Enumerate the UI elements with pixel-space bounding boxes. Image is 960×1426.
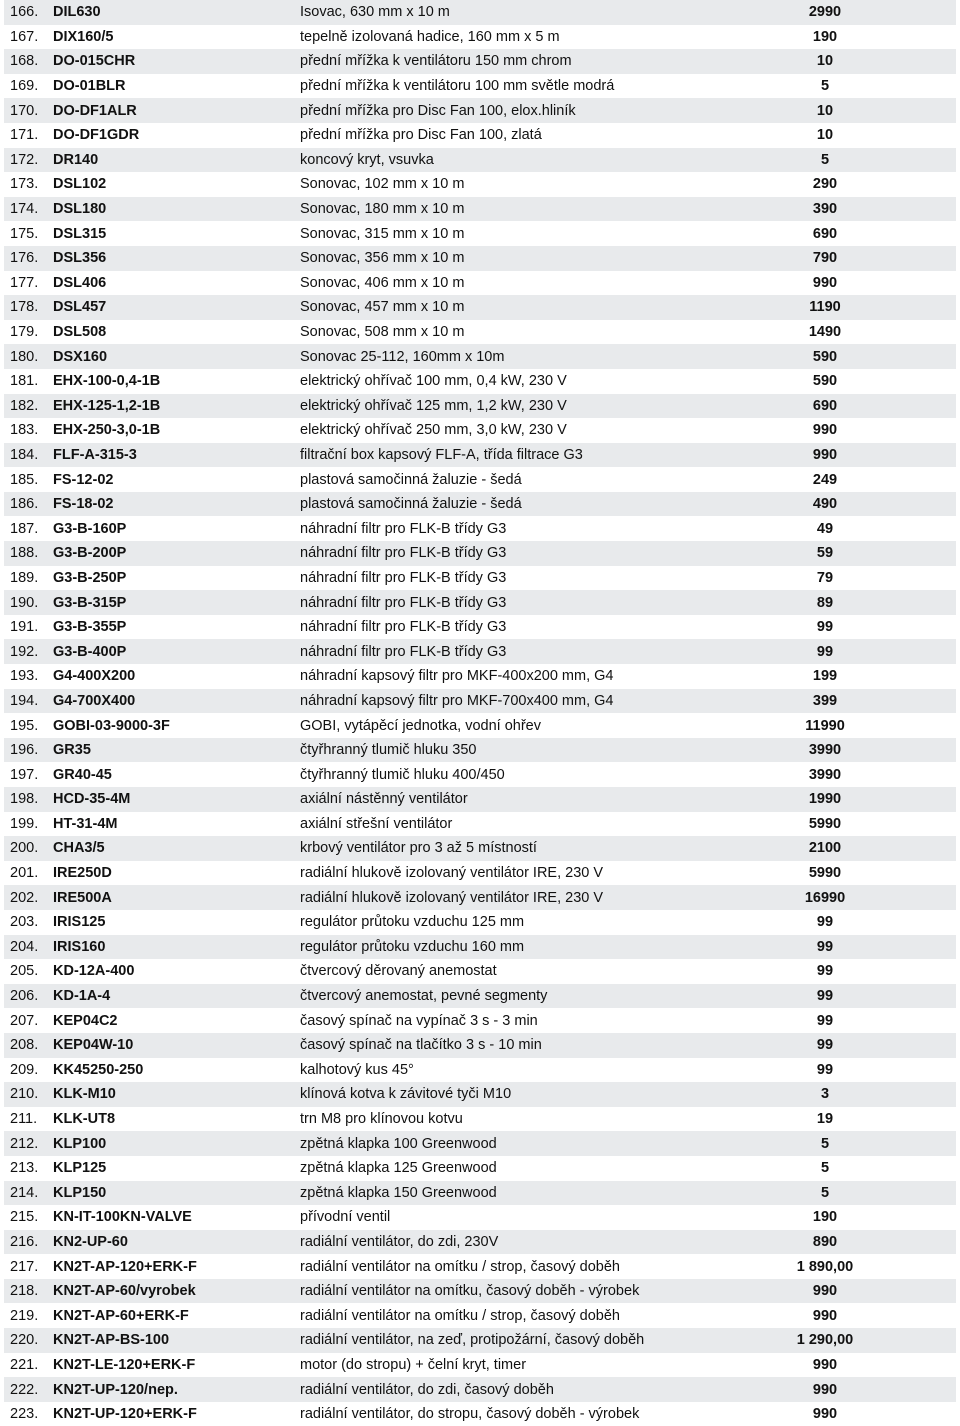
table-row (4, 221, 956, 246)
row-number: 205. (10, 963, 39, 980)
product-code: KLP125 (53, 1160, 107, 1177)
product-description: Sonovac, 508 mm x 10 m (300, 324, 465, 341)
row-number: 219. (10, 1307, 39, 1324)
product-code: DO-DF1ALR (53, 102, 137, 119)
product-price: 10 (816, 127, 834, 144)
table-row (4, 49, 956, 74)
row-number: 167. (10, 28, 39, 45)
row-number: 181. (10, 373, 39, 390)
table-row (4, 1107, 956, 1132)
row-number: 180. (10, 348, 39, 365)
product-code: KLK-M10 (53, 1086, 116, 1103)
product-description: časový spínač na tlačítko 3 s - 10 min (300, 1037, 542, 1054)
product-description: radiální ventilátor na omítku / strop, časový doběh (300, 1258, 620, 1275)
product-code: CHA3/5 (53, 840, 105, 857)
table-row (4, 467, 956, 492)
product-description: zpětná klapka 100 Greenwood (300, 1135, 497, 1152)
product-description: filtrační box kapsový FLF-A, třída filtrace G3 (300, 446, 583, 463)
product-code: DSL457 (53, 299, 107, 316)
product-price: 99 (816, 938, 834, 955)
product-description: radiální hlukově izolovaný ventilátor IRE, 230 V (300, 865, 604, 882)
product-code: IRIS125 (53, 914, 106, 931)
product-description: čtvercový děrovaný anemostat (300, 963, 497, 980)
product-description: radiální ventilátor, do stropu, časový doběh - výrobek (300, 1406, 640, 1423)
product-price: 10 (816, 53, 834, 70)
product-description: koncový kryt, vsuvka (300, 151, 434, 168)
row-number: 197. (10, 766, 39, 783)
product-price: 5 (820, 1184, 830, 1201)
product-price: 5 (820, 78, 830, 95)
product-code: FLF-A-315-3 (53, 446, 137, 463)
table-row (4, 1082, 956, 1107)
product-description: motor (do stropu) + čelní kryt, timer (300, 1356, 527, 1373)
table-row (4, 98, 956, 123)
product-description: radiální ventilátor na omítku, časový doběh - výrobek (300, 1283, 640, 1300)
product-code: KLK-UT8 (53, 1111, 116, 1128)
row-number: 211. (10, 1111, 38, 1128)
table-row (4, 1353, 956, 1378)
product-description: Sonovac, 180 mm x 10 m (300, 201, 465, 218)
product-description: náhradní kapsový filtr pro MKF-400x200 mm, G4 (300, 668, 614, 685)
table-row (4, 394, 956, 419)
product-code: IRE500A (53, 889, 112, 906)
product-description: plastová samočinná žaluzie - šedá (300, 471, 522, 488)
product-description: přívodní ventil (300, 1209, 391, 1226)
product-code: KN2T-LE-120+ERK-F (53, 1356, 196, 1373)
product-description: trn M8 pro klínovou kotvu (300, 1111, 463, 1128)
row-number: 195. (10, 717, 39, 734)
product-price: 990 (812, 1283, 838, 1300)
product-price: 99 (816, 619, 834, 636)
product-description: náhradní filtr pro FLK-B třídy G3 (300, 545, 507, 562)
product-price: 249 (812, 471, 838, 488)
table-row (4, 1230, 956, 1255)
product-code: DSL406 (53, 274, 107, 291)
price-list-table (4, 0, 956, 1426)
product-code: GR40-45 (53, 766, 112, 783)
table-row (4, 516, 956, 541)
product-price: 1990 (808, 791, 842, 808)
product-code: HCD-35-4M (53, 791, 131, 808)
row-number: 208. (10, 1037, 39, 1054)
table-row (4, 615, 956, 640)
row-number: 196. (10, 742, 39, 759)
row-number: 201. (10, 865, 39, 882)
product-description: zpětná klapka 150 Greenwood (300, 1184, 497, 1201)
table-row (4, 1033, 956, 1058)
product-price: 5990 (808, 815, 842, 832)
product-price: 490 (812, 496, 838, 513)
product-code: G3-B-250P (53, 569, 127, 586)
row-number: 177. (10, 274, 39, 291)
product-code: FS-18-02 (53, 496, 114, 513)
product-code: KK45250-250 (53, 1061, 144, 1078)
product-code: KN2T-AP-60+ERK-F (53, 1307, 189, 1324)
product-description: zpětná klapka 125 Greenwood (300, 1160, 497, 1177)
table-row (4, 861, 956, 886)
product-code: KLP150 (53, 1184, 107, 1201)
product-description: náhradní filtr pro FLK-B třídy G3 (300, 594, 507, 611)
product-code: DSL508 (53, 324, 107, 341)
table-row (4, 787, 956, 812)
row-number: 216. (10, 1233, 39, 1250)
table-row (4, 639, 956, 664)
table-row (4, 172, 956, 197)
product-price: 11990 (805, 717, 845, 734)
row-number: 176. (10, 250, 39, 267)
product-description: GOBI, vytápěcí jednotka, vodní ohřev (300, 717, 541, 734)
product-price: 990 (812, 1356, 838, 1373)
row-number: 191. (10, 619, 39, 636)
row-number: 193. (10, 668, 39, 685)
product-price: 19 (816, 1111, 834, 1128)
product-description: plastová samočinná žaluzie - šedá (300, 496, 522, 513)
row-number: 175. (10, 225, 39, 242)
product-price: 1190 (809, 299, 841, 316)
product-code: G4-700X400 (53, 692, 136, 709)
table-row (4, 123, 956, 148)
product-price: 99 (816, 1037, 834, 1054)
table-row (4, 369, 956, 394)
product-description: regulátor průtoku vzduchu 125 mm (300, 914, 525, 931)
product-code: HT-31-4M (53, 815, 118, 832)
product-code: DSL315 (53, 225, 107, 242)
product-description: přední mřížka k ventilátoru 150 mm chrom (300, 53, 572, 70)
product-price: 99 (816, 643, 834, 660)
product-price: 2990 (808, 4, 842, 21)
product-description: radiální ventilátor, do zdi, časový doběh (300, 1381, 554, 1398)
row-number: 199. (10, 815, 39, 832)
table-row (4, 25, 956, 50)
product-code: FS-12-02 (53, 471, 114, 488)
row-number: 192. (10, 643, 39, 660)
row-number: 200. (10, 840, 39, 857)
product-price: 59 (816, 545, 834, 562)
row-number: 207. (10, 1012, 39, 1029)
table-row (4, 1156, 956, 1181)
product-price: 990 (812, 1307, 838, 1324)
product-code: IRE250D (53, 865, 112, 882)
row-number: 215. (10, 1209, 39, 1226)
product-description: Sonovac, 315 mm x 10 m (300, 225, 465, 242)
product-code: DSL102 (53, 176, 107, 193)
table-row (4, 197, 956, 222)
product-description: axiální nástěnný ventilátor (300, 791, 468, 808)
row-number: 202. (10, 889, 39, 906)
product-price: 99 (816, 914, 834, 931)
product-description: přední mřížka pro Disc Fan 100, zlatá (300, 127, 542, 144)
table-row (4, 541, 956, 566)
table-row (4, 1279, 956, 1304)
product-price: 10 (816, 102, 834, 119)
table-row (4, 689, 956, 714)
table-row (4, 344, 956, 369)
row-number: 214. (10, 1184, 39, 1201)
product-code: DO-01BLR (53, 78, 126, 95)
row-number: 218. (10, 1283, 39, 1300)
product-price: 990 (812, 274, 838, 291)
table-row (4, 566, 956, 591)
product-price: 99 (816, 988, 834, 1005)
product-code: G3-B-200P (53, 545, 127, 562)
product-code: GOBI-03-9000-3F (53, 717, 170, 734)
row-number: 186. (10, 496, 39, 513)
product-description: čtvercový anemostat, pevné segmenty (300, 988, 548, 1005)
product-price: 16990 (804, 889, 846, 906)
product-code: G3-B-400P (53, 643, 127, 660)
row-number: 203. (10, 914, 39, 931)
product-description: axiální střešní ventilátor (300, 815, 453, 832)
product-description: náhradní filtr pro FLK-B třídy G3 (300, 619, 507, 636)
table-row (4, 418, 956, 443)
row-number: 171. (10, 127, 39, 144)
table-row (4, 713, 956, 738)
product-code: KD-12A-400 (53, 963, 135, 980)
product-price: 79 (816, 569, 834, 586)
product-code: EHX-250-3,0-1B (53, 422, 161, 439)
product-price: 190 (812, 28, 838, 45)
product-price: 49 (816, 520, 834, 537)
product-code: KN2T-UP-120/nep. (53, 1381, 178, 1398)
product-code: KEP04C2 (53, 1012, 118, 1029)
product-price: 690 (812, 225, 838, 242)
product-description: regulátor průtoku vzduchu 160 mm (300, 938, 525, 955)
product-price: 190 (812, 1209, 838, 1226)
table-row (4, 1205, 956, 1230)
product-code: G3-B-160P (53, 520, 127, 537)
product-price: 890 (812, 1233, 838, 1250)
row-number: 182. (10, 397, 39, 414)
product-description: náhradní filtr pro FLK-B třídy G3 (300, 569, 507, 586)
product-price: 2100 (808, 840, 842, 857)
table-row (4, 885, 956, 910)
row-number: 223. (10, 1406, 39, 1423)
row-number: 168. (10, 53, 39, 70)
product-price: 3990 (808, 742, 842, 759)
product-price: 5990 (808, 865, 842, 882)
product-description: tepelně izolovaná hadice, 160 mm x 5 m (300, 28, 560, 45)
product-code: IRIS160 (53, 938, 106, 955)
table-row (4, 1254, 956, 1279)
table-row (4, 1303, 956, 1328)
product-price: 99 (816, 963, 834, 980)
product-code: DSX160 (53, 348, 108, 365)
product-description: Isovac, 630 mm x 10 m (300, 4, 450, 21)
product-price: 1 290,00 (796, 1332, 854, 1349)
product-price: 5 (820, 1160, 830, 1177)
table-row (4, 1058, 956, 1083)
product-code: KN2-UP-60 (53, 1233, 128, 1250)
product-price: 89 (816, 594, 834, 611)
product-price: 3 (820, 1086, 830, 1103)
row-number: 172. (10, 151, 39, 168)
row-number: 222. (10, 1381, 39, 1398)
product-price: 590 (812, 373, 838, 390)
product-code: KN2T-AP-120+ERK-F (53, 1258, 197, 1275)
product-code: G3-B-355P (53, 619, 127, 636)
table-row (4, 271, 956, 296)
table-row (4, 1131, 956, 1156)
product-code: KD-1A-4 (53, 988, 111, 1005)
row-number: 178. (10, 299, 39, 316)
product-code: DIL630 (53, 4, 101, 21)
table-row (4, 0, 956, 25)
row-number: 173. (10, 176, 39, 193)
product-code: KN-IT-100KN-VALVE (53, 1209, 192, 1226)
product-code: DIX160/5 (53, 28, 114, 45)
product-price: 690 (812, 397, 838, 414)
product-description: elektrický ohřívač 250 mm, 3,0 kW, 230 V (300, 422, 567, 439)
product-price: 3990 (808, 766, 842, 783)
product-description: čtyřhranný tlumič hluku 400/450 (300, 766, 505, 783)
row-number: 179. (10, 324, 39, 341)
row-number: 174. (10, 201, 39, 218)
product-description: radiální hlukově izolovaný ventilátor IRE, 230 V (300, 889, 604, 906)
product-price: 390 (812, 201, 838, 218)
product-price: 790 (812, 250, 838, 267)
row-number: 189. (10, 569, 39, 586)
table-row (4, 812, 956, 837)
table-row (4, 1377, 956, 1402)
product-code: G4-400X200 (53, 668, 136, 685)
product-code: EHX-125-1,2-1B (53, 397, 161, 414)
table-row (4, 738, 956, 763)
product-price: 99 (816, 1012, 834, 1029)
table-row (4, 1402, 956, 1426)
product-code: DSL356 (53, 250, 107, 267)
product-description: klínová kotva k závitové tyči M10 (300, 1086, 512, 1103)
product-price: 199 (812, 668, 838, 685)
product-description: elektrický ohřívač 100 mm, 0,4 kW, 230 V (300, 373, 567, 390)
product-description: radiální ventilátor na omítku / strop, časový doběh (300, 1307, 620, 1324)
table-row (4, 295, 956, 320)
product-code: DO-015CHR (53, 53, 136, 70)
table-row (4, 74, 956, 99)
table-row (4, 984, 956, 1009)
table-row (4, 1328, 956, 1353)
row-number: 185. (10, 471, 39, 488)
product-price: 990 (812, 446, 838, 463)
row-number: 217. (10, 1258, 39, 1275)
row-number: 213. (10, 1160, 39, 1177)
product-description: krbový ventilátor pro 3 až 5 místností (300, 840, 537, 857)
product-code: KEP04W-10 (53, 1037, 134, 1054)
row-number: 166. (10, 4, 39, 21)
product-code: KN2T-AP-BS-100 (53, 1332, 170, 1349)
table-row (4, 664, 956, 689)
product-code: DR140 (53, 151, 99, 168)
product-code: KN2T-AP-60/vyrobek (53, 1283, 196, 1300)
product-description: náhradní filtr pro FLK-B třídy G3 (300, 520, 507, 537)
table-row (4, 443, 956, 468)
product-price: 290 (812, 176, 838, 193)
product-description: Sonovac, 102 mm x 10 m (300, 176, 465, 193)
product-price: 990 (812, 1381, 838, 1398)
product-description: čtyřhranný tlumič hluku 350 (300, 742, 477, 759)
product-price: 399 (812, 692, 838, 709)
product-price: 1490 (808, 324, 842, 341)
product-price: 990 (812, 1406, 838, 1423)
product-description: Sonovac, 356 mm x 10 m (300, 250, 465, 267)
table-row (4, 320, 956, 345)
row-number: 183. (10, 422, 39, 439)
row-number: 190. (10, 594, 39, 611)
table-row (4, 148, 956, 173)
row-number: 170. (10, 102, 39, 119)
row-number: 169. (10, 78, 39, 95)
product-price: 1 890,00 (796, 1258, 854, 1275)
row-number: 212. (10, 1135, 39, 1152)
product-description: Sonovac 25-112, 160mm x 10m (300, 348, 505, 365)
product-code: KN2T-UP-120+ERK-F (53, 1406, 197, 1423)
product-code: DO-DF1GDR (53, 127, 140, 144)
table-row (4, 246, 956, 271)
table-row (4, 959, 956, 984)
table-row (4, 1008, 956, 1033)
product-price: 990 (812, 422, 838, 439)
row-number: 206. (10, 988, 39, 1005)
row-number: 188. (10, 545, 39, 562)
product-code: KLP100 (53, 1135, 107, 1152)
product-description: přední mřížka k ventilátoru 100 mm světle modrá (300, 78, 615, 95)
table-row (4, 1181, 956, 1206)
product-price: 5 (820, 151, 830, 168)
table-row (4, 836, 956, 861)
product-code: GR35 (53, 742, 91, 759)
row-number: 209. (10, 1061, 39, 1078)
table-row (4, 492, 956, 517)
product-description: elektrický ohřívač 125 mm, 1,2 kW, 230 V (300, 397, 567, 414)
product-description: radiální ventilátor, na zeď, protipožární, časový doběh (300, 1332, 645, 1349)
product-description: časový spínač na vypínač 3 s - 3 min (300, 1012, 538, 1029)
product-description: kalhotový kus 45° (300, 1061, 414, 1078)
product-code: DSL180 (53, 201, 107, 218)
row-number: 221. (10, 1356, 39, 1373)
table-row (4, 590, 956, 615)
product-description: náhradní filtr pro FLK-B třídy G3 (300, 643, 507, 660)
product-description: přední mřížka pro Disc Fan 100, elox.hliník (300, 102, 576, 119)
table-row (4, 935, 956, 960)
product-description: náhradní kapsový filtr pro MKF-700x400 mm, G4 (300, 692, 614, 709)
row-number: 220. (10, 1332, 39, 1349)
product-price: 5 (820, 1135, 830, 1152)
product-price: 99 (816, 1061, 834, 1078)
product-description: Sonovac, 406 mm x 10 m (300, 274, 465, 291)
row-number: 187. (10, 520, 39, 537)
row-number: 204. (10, 938, 39, 955)
product-code: EHX-100-0,4-1B (53, 373, 161, 390)
product-description: radiální ventilátor, do zdi, 230V (300, 1233, 499, 1250)
row-number: 194. (10, 692, 39, 709)
row-number: 210. (10, 1086, 39, 1103)
table-row (4, 762, 956, 787)
product-code: G3-B-315P (53, 594, 127, 611)
table-row (4, 910, 956, 935)
row-number: 198. (10, 791, 39, 808)
product-price: 590 (812, 348, 838, 365)
row-number: 184. (10, 446, 39, 463)
product-description: Sonovac, 457 mm x 10 m (300, 299, 465, 316)
